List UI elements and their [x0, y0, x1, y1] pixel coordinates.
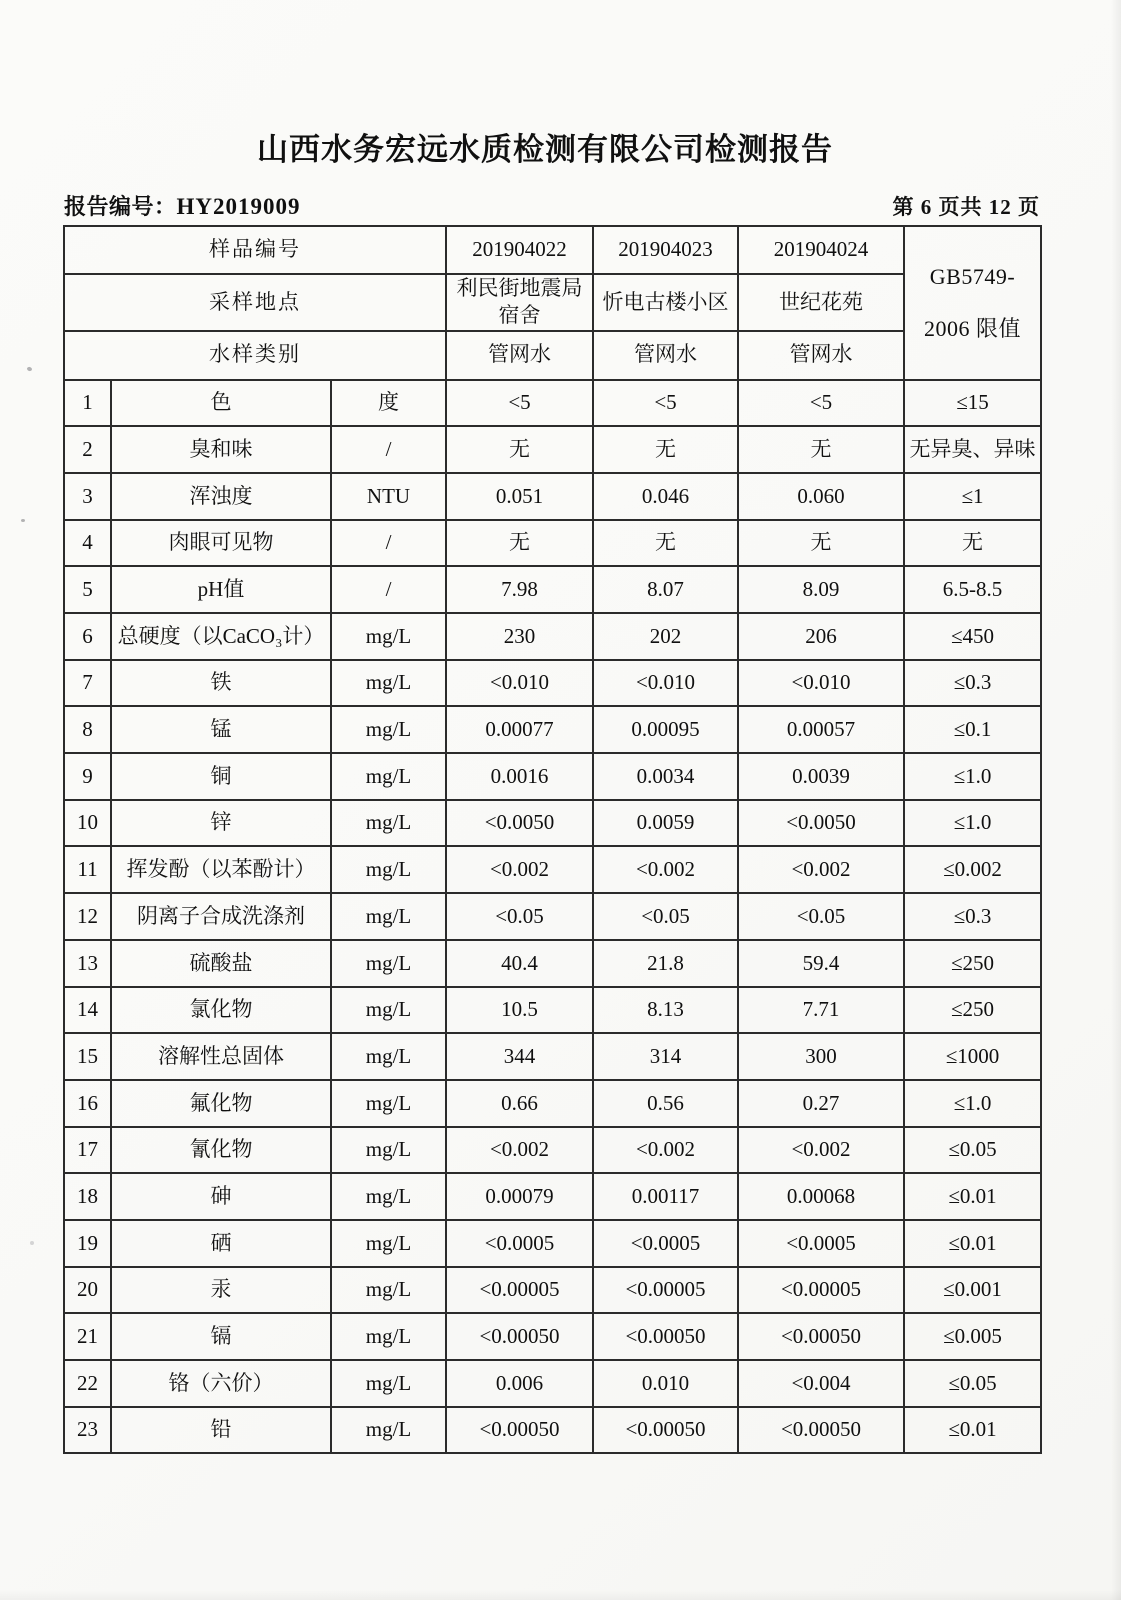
- table-header: [64, 226, 1041, 380]
- table-row: [64, 1080, 1041, 1127]
- table-row: [64, 520, 1041, 567]
- limit-value: ≤0.01: [904, 1220, 1041, 1267]
- report-number: [64, 190, 301, 221]
- limit-value: ≤0.1: [904, 706, 1041, 753]
- value-sample-2: 202: [593, 613, 738, 660]
- parameter-name: 总硬度（以CaCO₃计）: [111, 613, 331, 660]
- value-sample-2: <0.0005: [593, 1220, 738, 1267]
- value-sample-1: 7.98: [446, 566, 593, 613]
- value-sample-1: 40.4: [446, 940, 593, 987]
- value-sample-1: 344: [446, 1033, 593, 1080]
- limit-value: ≤0.002: [904, 846, 1041, 893]
- value-sample-3: <0.004: [738, 1360, 904, 1407]
- sample-id-2: 201904023: [593, 226, 738, 274]
- unit: /: [331, 566, 446, 613]
- report-meta-row: [64, 190, 1040, 221]
- limit-value: ≤15: [904, 380, 1041, 427]
- table-row: [64, 426, 1041, 473]
- row-number: 10: [64, 800, 111, 847]
- value-sample-1: <0.0005: [446, 1220, 593, 1267]
- value-sample-2: <0.002: [593, 1127, 738, 1174]
- parameter-name: 氯化物: [111, 987, 331, 1034]
- value-sample-1: <0.002: [446, 846, 593, 893]
- unit: /: [331, 426, 446, 473]
- table-row: [64, 940, 1041, 987]
- water-type-label: 水样类别: [64, 331, 446, 380]
- unit: mg/L: [331, 1173, 446, 1220]
- value-sample-1: 0.006: [446, 1360, 593, 1407]
- limit-value: 无异臭、异味: [904, 426, 1041, 473]
- value-sample-1: 0.00077: [446, 706, 593, 753]
- value-sample-3: 0.060: [738, 473, 904, 520]
- parameter-name: 砷: [111, 1173, 331, 1220]
- location-2: 忻电古楼小区: [593, 274, 738, 331]
- row-number: 6: [64, 613, 111, 660]
- limit-value: ≤450: [904, 613, 1041, 660]
- limit-value: ≤0.01: [904, 1173, 1041, 1220]
- value-sample-2: 314: [593, 1033, 738, 1080]
- unit: mg/L: [331, 1360, 446, 1407]
- unit: 度: [331, 380, 446, 427]
- value-sample-2: 0.00117: [593, 1173, 738, 1220]
- limit-value: ≤0.05: [904, 1360, 1041, 1407]
- parameter-name: 氟化物: [111, 1080, 331, 1127]
- value-sample-1: 230: [446, 613, 593, 660]
- header-row-water-type: [64, 331, 1041, 380]
- limit-value: ≤0.005: [904, 1313, 1041, 1360]
- parameter-name: 肉眼可见物: [111, 520, 331, 567]
- value-sample-3: <0.002: [738, 846, 904, 893]
- unit: mg/L: [331, 1220, 446, 1267]
- unit: mg/L: [331, 987, 446, 1034]
- table-row: [64, 1127, 1041, 1174]
- page-number-indicator: 第 6 页共 12 页: [892, 195, 1040, 219]
- parameter-name: 硒: [111, 1220, 331, 1267]
- table-row: [64, 1173, 1041, 1220]
- value-sample-1: <0.002: [446, 1127, 593, 1174]
- row-number: 14: [64, 987, 111, 1034]
- row-number: 15: [64, 1033, 111, 1080]
- value-sample-1: <0.00050: [446, 1407, 593, 1454]
- limit-value: 无: [904, 520, 1041, 567]
- limit-value: 6.5-8.5: [904, 566, 1041, 613]
- parameter-name: 浑浊度: [111, 473, 331, 520]
- value-sample-2: <0.002: [593, 846, 738, 893]
- value-sample-1: <0.00005: [446, 1267, 593, 1314]
- unit: mg/L: [331, 1080, 446, 1127]
- value-sample-3: 0.00057: [738, 706, 904, 753]
- value-sample-1: 0.66: [446, 1080, 593, 1127]
- unit: mg/L: [331, 1267, 446, 1314]
- header-row-location: [64, 274, 1041, 331]
- row-number: 18: [64, 1173, 111, 1220]
- value-sample-3: <0.00050: [738, 1313, 904, 1360]
- value-sample-3: 8.09: [738, 566, 904, 613]
- value-sample-1: <0.00050: [446, 1313, 593, 1360]
- table-row: [64, 800, 1041, 847]
- value-sample-2: 8.07: [593, 566, 738, 613]
- location-1: 利民街地震局宿舍: [446, 274, 593, 331]
- scan-edge-shading-right: [1111, 0, 1121, 1600]
- value-sample-3: <0.0005: [738, 1220, 904, 1267]
- unit: mg/L: [331, 800, 446, 847]
- table-row: [64, 893, 1041, 940]
- parameter-name: 汞: [111, 1267, 331, 1314]
- value-sample-1: <5: [446, 380, 593, 427]
- parameter-name: 铅: [111, 1407, 331, 1454]
- unit: mg/L: [331, 1313, 446, 1360]
- table-row: [64, 566, 1041, 613]
- table-row: [64, 1313, 1041, 1360]
- value-sample-1: 10.5: [446, 987, 593, 1034]
- unit: mg/L: [331, 893, 446, 940]
- water-type-2: 管网水: [593, 331, 738, 380]
- location-label: 采样地点: [64, 274, 446, 331]
- row-number: 20: [64, 1267, 111, 1314]
- page-title: 山西水务宏远水质检测有限公司检测报告: [257, 132, 833, 167]
- value-sample-2: 0.0059: [593, 800, 738, 847]
- row-number: 17: [64, 1127, 111, 1174]
- value-sample-2: 0.0034: [593, 753, 738, 800]
- table-row: [64, 706, 1041, 753]
- parameter-name: 硫酸盐: [111, 940, 331, 987]
- report-number-value: HY2019009: [176, 194, 301, 219]
- parameter-name: 锌: [111, 800, 331, 847]
- paper-speck: [26, 366, 32, 371]
- parameter-name: pH值: [111, 566, 331, 613]
- parameter-name: 色: [111, 380, 331, 427]
- report-number-label: 报告编号：: [64, 194, 177, 219]
- parameter-name: 铜: [111, 753, 331, 800]
- limit-value: ≤0.01: [904, 1407, 1041, 1454]
- value-sample-1: 0.0016: [446, 753, 593, 800]
- sample-id-3: 201904024: [738, 226, 904, 274]
- row-number: 9: [64, 753, 111, 800]
- value-sample-1: <0.010: [446, 660, 593, 707]
- value-sample-2: <5: [593, 380, 738, 427]
- value-sample-3: <0.002: [738, 1127, 904, 1174]
- row-number: 16: [64, 1080, 111, 1127]
- value-sample-2: 0.56: [593, 1080, 738, 1127]
- sample-id-1: 201904022: [446, 226, 593, 274]
- paper-speck: [21, 519, 25, 522]
- water-type-3: 管网水: [738, 331, 904, 380]
- row-number: 8: [64, 706, 111, 753]
- value-sample-1: <0.0050: [446, 800, 593, 847]
- table-row: [64, 987, 1041, 1034]
- limit-value: ≤1.0: [904, 1080, 1041, 1127]
- row-number: 11: [64, 846, 111, 893]
- unit: mg/L: [331, 753, 446, 800]
- limit-value: ≤1: [904, 473, 1041, 520]
- limit-value: ≤0.3: [904, 893, 1041, 940]
- table-body: [64, 380, 1041, 1454]
- value-sample-3: <0.00050: [738, 1407, 904, 1454]
- limit-value: ≤1.0: [904, 800, 1041, 847]
- value-sample-1: 0.051: [446, 473, 593, 520]
- value-sample-3: 59.4: [738, 940, 904, 987]
- parameter-name: 铬（六价）: [111, 1360, 331, 1407]
- limit-value: ≤0.3: [904, 660, 1041, 707]
- table-row: [64, 613, 1041, 660]
- limit-value: ≤250: [904, 987, 1041, 1034]
- header-row-sample-id: [64, 226, 1041, 274]
- table-row: [64, 1267, 1041, 1314]
- value-sample-3: 300: [738, 1033, 904, 1080]
- unit: mg/L: [331, 1033, 446, 1080]
- value-sample-2: <0.05: [593, 893, 738, 940]
- unit: /: [331, 520, 446, 567]
- parameter-name: 铁: [111, 660, 331, 707]
- row-number: 13: [64, 940, 111, 987]
- unit: NTU: [331, 473, 446, 520]
- value-sample-2: <0.00050: [593, 1407, 738, 1454]
- sample-id-label: 样品编号: [64, 226, 446, 274]
- table-row: [64, 473, 1041, 520]
- row-number: 3: [64, 473, 111, 520]
- row-number: 1: [64, 380, 111, 427]
- paper-speck: [30, 1241, 34, 1245]
- row-number: 7: [64, 660, 111, 707]
- value-sample-3: <0.0050: [738, 800, 904, 847]
- location-3: 世纪花苑: [738, 274, 904, 331]
- parameter-name: 溶解性总固体: [111, 1033, 331, 1080]
- value-sample-2: 无: [593, 520, 738, 567]
- limit-value: ≤250: [904, 940, 1041, 987]
- value-sample-3: 0.00068: [738, 1173, 904, 1220]
- value-sample-3: 0.0039: [738, 753, 904, 800]
- limit-value: ≤0.05: [904, 1127, 1041, 1174]
- unit: mg/L: [331, 613, 446, 660]
- parameter-name: 锰: [111, 706, 331, 753]
- value-sample-3: <0.010: [738, 660, 904, 707]
- parameter-name: 挥发酚（以苯酚计）: [111, 846, 331, 893]
- value-sample-3: <5: [738, 380, 904, 427]
- row-number: 22: [64, 1360, 111, 1407]
- limit-header-line2: 2006 限值: [923, 315, 1021, 341]
- limit-value: ≤0.001: [904, 1267, 1041, 1314]
- value-sample-3: 0.27: [738, 1080, 904, 1127]
- limit-header-line1: GB5749-: [929, 263, 1016, 289]
- table-row: [64, 846, 1041, 893]
- value-sample-1: 无: [446, 426, 593, 473]
- row-number: 5: [64, 566, 111, 613]
- parameter-name: 氰化物: [111, 1127, 331, 1174]
- table-row: [64, 1220, 1041, 1267]
- table-row: [64, 753, 1041, 800]
- unit: mg/L: [331, 1127, 446, 1174]
- scan-edge-shading-bottom: [0, 1590, 1121, 1600]
- row-number: 19: [64, 1220, 111, 1267]
- parameter-name: 臭和味: [111, 426, 331, 473]
- unit: mg/L: [331, 846, 446, 893]
- value-sample-3: 无: [738, 520, 904, 567]
- value-sample-2: 0.046: [593, 473, 738, 520]
- table-row: [64, 1360, 1041, 1407]
- value-sample-2: 21.8: [593, 940, 738, 987]
- value-sample-2: 8.13: [593, 987, 738, 1034]
- parameter-name: 镉: [111, 1313, 331, 1360]
- results-table: [63, 225, 1042, 1454]
- table-row: [64, 660, 1041, 707]
- table-row: [64, 1033, 1041, 1080]
- unit: mg/L: [331, 706, 446, 753]
- value-sample-3: 206: [738, 613, 904, 660]
- limit-value: ≤1.0: [904, 753, 1041, 800]
- value-sample-3: <0.00005: [738, 1267, 904, 1314]
- value-sample-2: <0.00050: [593, 1313, 738, 1360]
- value-sample-1: 0.00079: [446, 1173, 593, 1220]
- limit-column-header: [904, 226, 1041, 380]
- row-number: 12: [64, 893, 111, 940]
- row-number: 21: [64, 1313, 111, 1360]
- parameter-name: 阴离子合成洗涤剂: [111, 893, 331, 940]
- value-sample-2: <0.010: [593, 660, 738, 707]
- value-sample-2: 0.00095: [593, 706, 738, 753]
- value-sample-1: <0.05: [446, 893, 593, 940]
- row-number: 4: [64, 520, 111, 567]
- value-sample-2: <0.00005: [593, 1267, 738, 1314]
- value-sample-3: <0.05: [738, 893, 904, 940]
- value-sample-3: 无: [738, 426, 904, 473]
- unit: mg/L: [331, 1407, 446, 1454]
- row-number: 2: [64, 426, 111, 473]
- row-number: 23: [64, 1407, 111, 1454]
- table-row: [64, 380, 1041, 427]
- limit-value: ≤1000: [904, 1033, 1041, 1080]
- value-sample-3: 7.71: [738, 987, 904, 1034]
- value-sample-1: 无: [446, 520, 593, 567]
- value-sample-2: 0.010: [593, 1360, 738, 1407]
- water-type-1: 管网水: [446, 331, 593, 380]
- unit: mg/L: [331, 660, 446, 707]
- table-row: [64, 1407, 1041, 1454]
- unit: mg/L: [331, 940, 446, 987]
- value-sample-2: 无: [593, 426, 738, 473]
